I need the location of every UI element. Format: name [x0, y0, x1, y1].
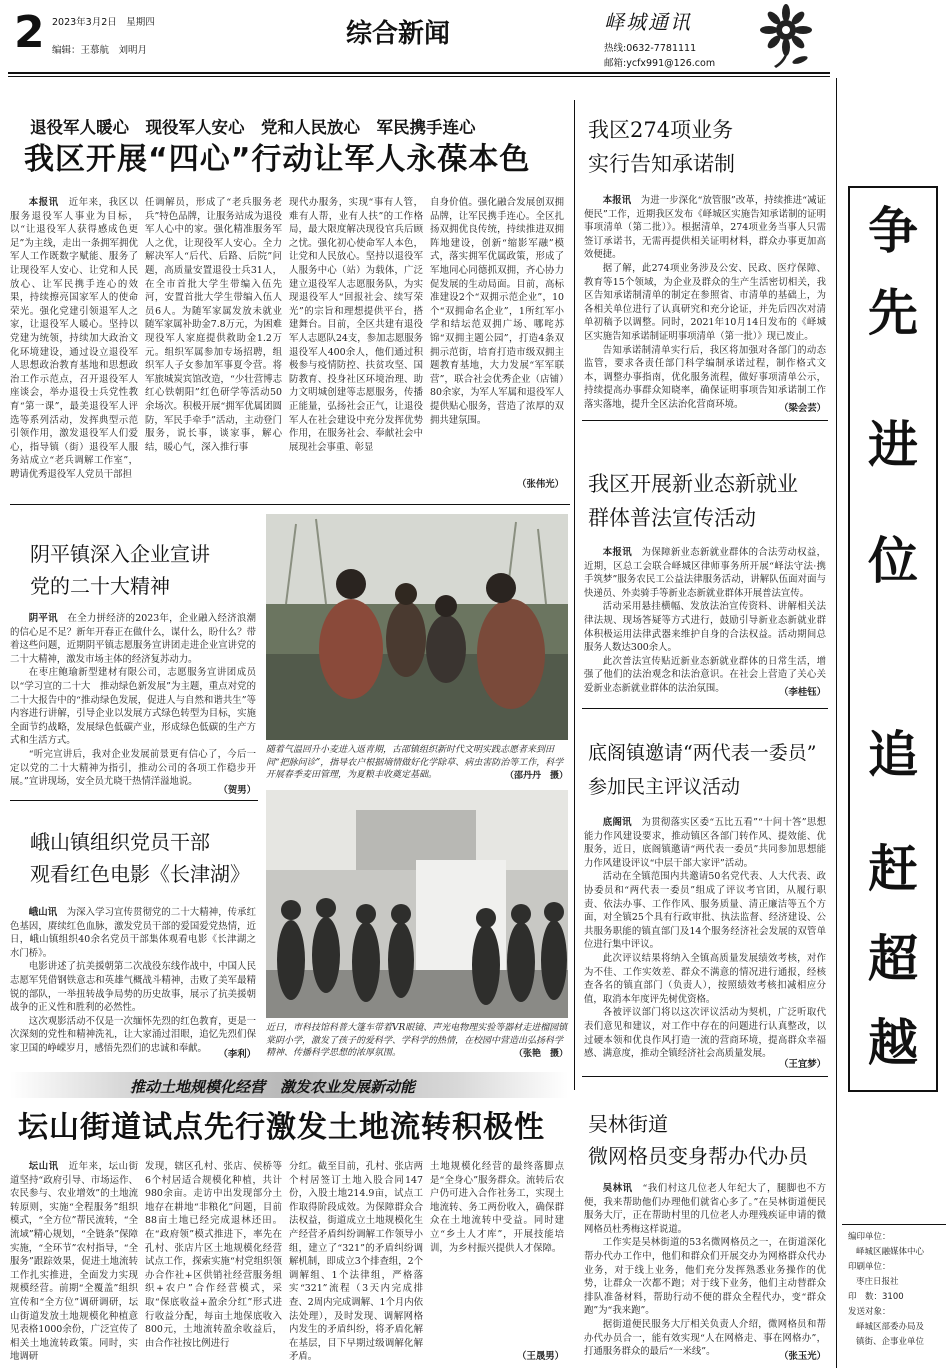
info-line: 编印单位： [848, 1232, 891, 1242]
slogan-char: 争 [868, 202, 918, 260]
article6-p2: 电影讲述了抗美援朝第二次战役东线作战中，中国人民志愿军凭借钢铁意志和英雄气概战斗精神，击败了美军最精锐的部队，一举扭转战争局势的历史故事，展示了抗美援朝战争的正义性和胜利的必然性。 [10, 961, 256, 1014]
slogan-char: 追 [868, 726, 918, 784]
article8-title-line1: 吴林街道 [588, 1112, 668, 1136]
article2-source: 本报讯 [602, 195, 632, 206]
article6-body [10, 906, 256, 1054]
article3-p2: 活动采用悬挂横幅、发放法治宣传资料、讲解相关法律法规、现场答疑等方式进行，鼓励引导新业态新就业群体积极运用法律武器来维护自身的合法权益。活动期间总服务人数达300余人。 [584, 601, 826, 654]
article1-col2: 任调解员，形成了“老兵服务老兵”特色品牌，让服务站成为退役军人心中的家。强化精准服务军人之优，让现役军人安心。全力解决军人“后代、后路、后院”问题，高质量安置退役士兵31人，在全市首批大学生带编入伍先河，安置首批大学生带编入伍人员6人。为随军家属发放未就业随军家属补助金7.8万元，为困难现役军人家庭提供救助金1.2万元。组织军属参加专场招聘，组织军人子女参加军事夏令营。将军旅城炭宾馆改造，“少壮营博志 红心铁朝阳”红色研学等活动50余场次。积极开展“拥军优属团圆防，军民手牵手”活动，主动登门服务，说长事，谈家事，解心结，暖心气，深入推行事 [145, 197, 282, 453]
article7-col4: 土地规模化经营的最终落脚点是“全身心”服务群众。流转后农户仍可进入合作社务工，实现土地流转、务工两份收入，确保群众在土地流转中受益。同时建立“乡土人才库”，开展技能培训，为乡村振兴提供人才保障。 [430, 1161, 564, 1254]
article6-source: 峨山讯 [28, 907, 58, 918]
paper-name: 峄城通讯 [604, 10, 692, 34]
article7-col3: 分红。截至目前，孔村、张店两个村居签订土地入股合同147份，入股土地214.9亩，试点工作取得阶段成效。为保障群众合法权益，街道成立土地规模化生产经营矛盾纠纷调解工作领导小组，建立了“321”的矛盾纠纷调解机制，即成立3个排查组，2个调解组、1个法律组，严格落实“321”流程（3天内完成排查、2周内完成调解、1个月内依法处理），及时发现、调解网格内发生的矛盾纠纷，将矛盾化解在基层，目下早期过级调解化解矛盾。 [289, 1161, 423, 1363]
article8-p1: “我们村这几位老人年纪大了，腿脚也不方便，我来帮助他们办理他们就省心多了。”在吴林街道便民服务大厅，正在帮助村里的几位老人办理残疾证申请的微网格员杜秀梅这样说道。 [584, 1183, 826, 1235]
article8-author: （张玉光） [779, 1351, 826, 1362]
slogan-char: 进 [868, 416, 918, 474]
photo-science-bus [266, 790, 568, 1018]
email: 邮箱:ycfx991@126.com [604, 58, 716, 69]
photo-wheat-field [266, 514, 568, 740]
article1-source: 本报讯 [28, 197, 59, 208]
page-number: 2 [14, 7, 45, 58]
article4-source: 底阁讯 [602, 817, 632, 828]
article2-p1: 为进一步深化“放管服”改革，持续推进“减证便民”工作，近期我区发布《峄城区实施告知承诺制的证明事项清单（第二批）》。根据清单，274项业务当事人只需签订承诺书，无需再提供相关证明材料，群众办事更加高效便捷。 [584, 195, 826, 261]
article1-title: 我区开展“四心”行动让军人永葆本色 [24, 142, 531, 177]
article8-p2: 工作实是吴林街道的53名微网格员之一，在街道深化帮办代办工作中，他们和群众们开展交办为网格群众代办业务，对于线上业务，他们充分发挥熟悉业务操作的优势，让群众一次都不跑；对于线下业务，他们主动替群众排队准备材料，帮助行动不便的群众全程代办，变“群众跑”为“我来跑”。 [584, 1237, 826, 1317]
article8-title-line2: 微网格员变身帮办代办员 [588, 1144, 808, 1168]
article7-author: （王晟男） [517, 1351, 564, 1362]
article3-title-line2: 群体普法宣传活动 [588, 506, 756, 530]
info-line: 峄城区融媒体中心 [856, 1247, 925, 1257]
photo1-caption-text: 随着气温回升小麦进入返青期，古邵镇组织新时代文明实践志愿者来到田间“把脉问诊”，指导农户根据墒情做好化学除草、病虫害防治等工作，科学开展春季麦田管理，为夏粮丰收奠定基础。 [266, 745, 564, 780]
article3-p1: 为保障新业态新就业群体的合法劳动权益，近期，区总工会联合峄城区律师事务所开展“峄法守法·携手筑梦”服务农民工公益法律服务活动，讲解队伍面对面与快递员、外卖骑手等新业态新就业群体开展普法宣传。 [584, 547, 826, 599]
article4-author: （王宜梦） [779, 1059, 826, 1070]
article6-p1: 为深入学习宣传贯彻党的二十大精神，传承红色基因，赓续红色血脉，激发党员干部的爱国爱党热情，近日，峨山镇组织40余名党员干部集体观看电影《长津湖之水门桥》。 [10, 907, 256, 959]
article4-p3: 此次评议结果将纳入全镇高质量发展绩效考核，对作为不佳、工作实效差、群众不满意的情况进行通报，经核查各名的镇直部门（负责人），按照绩效考核扣减相应分值，取消本年度评先树优资格。 [584, 952, 826, 1005]
article4-body [584, 816, 826, 1064]
slogan-char: 越 [868, 1014, 918, 1072]
photo2-caption-text: 近日，市科技馆科普大篷车带着VR眼镜、声光电物理实验等器材走进榴园镇棠阴小学，激发了孩子的爱科学、学科学的热情，在校园中营造出弘扬科学精神、传播科学思想的浓厚氛围。 [266, 1023, 568, 1058]
article3-author: （李桂钰） [779, 687, 826, 698]
article6-p3: 这次观影活动不仅是一次缅怀先烈的红色教育，更是一次深刻的党性和精神洗礼，让大家涌过泪眼，追忆先烈们保家卫国的峥嵘岁月，感悟先烈们的忠诚和奉献。 [10, 1015, 256, 1054]
article7-text-1: 近年来，坛山街道坚持“政府引导、市场运作、农民参与、农业增效”的土地流转原则，实施“全程服务”组织模式，“全方位”帮民流转，“全流域”精心规划，“全链条”保障实施，“全环节”农村指导，“全服务”跟踪效果，促进土地流转工作扎实推进，全面发力实现规模经营。前期“全覆盖”组织宣传和“全方位”调研调研，坛山街道发放土地规模化种植意见表格1000余份，广泛宣传了相关土地流转政策。同时，实地调研 [10, 1161, 138, 1363]
article5-p3: “听完宣讲后，我对企业发展前景更有信心了，今后一定以党的二十大精神为指引，推动公司的各项工作稳步开展。”宣讲现场，安全员尤晓干热情洋溢地说。 [10, 748, 256, 788]
article2-p2: 据了解，此274项业务涉及公安、民政、医疗保障、教育等15个领域，为企业及群众的生产生活密切相关，我区告知承诺制清单的制定在参照省、市清单的基础上，为各相关单位进行了认真研究和充分论证，并先后四次对清单初稿予以调整。同时，2021年10月14日发布的《峄城区实施告知承诺制证明事项清单（第一批）》现已废止。 [584, 262, 826, 342]
flower-logo [752, 2, 822, 68]
article1-col3: 现代办服务，实现“事有人管，难有人帮，业有人扶”的工作格局，最大限度解决现役官兵后顾之忧。强化初心使命军人本色，让党和人民放心。坚持以退役军人服务中心（站）为载体，广泛建立退役军人志愿服务队，为实现退役军人“回报社会、续写荣光”的宗旨和理想提供平台，搭建舞台。目前，全区共建有退役军人志愿队24支，参加志愿服务退役军人400余人，他们通过积极参与疫情防控、扶贫攻坚、国防教育、投身社区环境治理、助力文明城创建等志愿服务，传播正能量，弘扬社会正气，让退役军人在社会建设中充分发挥优势作用，在服务社会、奉献社会中展现社会事重、彰显 [289, 197, 423, 453]
slogan-char: 赶 [868, 840, 918, 898]
article6-title-line1: 峨山镇组织党员干部 [30, 830, 210, 854]
info-line: 印刷单位： [848, 1262, 891, 1272]
article7-title: 坛山街道试点先行激发土地流转积极性 [18, 1110, 545, 1145]
article2-title-line1: 我区274项业务 [588, 118, 734, 142]
article2-p3: 告知承诺制清单实行后，我区将加强对各部门的动态监管，要求各责任部门科学编制承诺过程，制作格式文本，调整办事指南，优化服务流程，做好事项清单公示，持续提高办事群众知晓率，确保证明事项告知承诺制工作落实落地，提升全区法治化营商环境。 [584, 344, 826, 410]
article7-source: 坛山讯 [28, 1161, 59, 1172]
info-line: 枣庄日报社 [856, 1277, 899, 1287]
article1-text-1: 近年来，我区以服务退役军人事业为目标，以“让退役军人获得感成色更足”为主线，走出一条拥军拥优军人工作既数字赋能、服务了让现役军人安心、让党和人民放心、让军民携手连心的效果，持续擦亮国家军人的使命荣光。强化党建引领退军人之家，让退役军人暖心。坚持以党建为统领，持续加大政治文化环境建设，通过设立退役军人思想政治教育基地和思想政治工作示范点，召开退役军人座谈会，举办退役士兵党性教育“第一课”，最美退役军人评选等系列活动，发挥典型示范引领作用，激发退役军人们爱心，指导镇（街）退役军人服务站成立“老兵调解工作室”，聘请优秀退役军人党员干部担 [10, 197, 138, 480]
slogan-char: 超 [868, 930, 918, 988]
article1-kicker: 退役军人暖心 现役军人安心 党和人民放心 军民携手连心 [30, 118, 476, 137]
divider-r1 [582, 420, 828, 421]
article7-col1 [10, 1160, 138, 1364]
editors: 编辑：王慕航 刘明月 [52, 45, 148, 56]
article4-p2: 活动在全镇范围内共邀请50名党代表、人大代表、政协委员和“两代表一委员”组成了评议考官团，从履行职责、依法办事、工作作风、服务质量、清正廉洁等五个方面，对全镇25个具有行政审批、执法监督、经济建设、公共服务职能的镇直部门及14个服务经济社会发展的双管单位进行集中评议。 [584, 871, 826, 951]
article3-source: 本报讯 [602, 547, 632, 558]
sidebar-divider [836, 78, 837, 1368]
article5-p1: 在全力拼经济的2023年，企业融入经济浪潮的信心足不足？新年开春正在做什么，谋什么，盼什么？带着这些问题，近期阴平镇志愿服务宣讲团走进企业宣讲党的二十大精神，激发市场主体的经济复苏动力。 [10, 613, 256, 665]
publication-info [848, 1230, 946, 1350]
article5-p2: 在枣庄鲍瑜新型建材有限公司，志愿服务宣讲团成员以“学习宣的二十大 推动绿色新发展”为主题，重点对党的二十大报告中的“推动绿色发展，促进人与自然和谐共生”等内容进行讲解，引导企业以发展方式绿色转型为目标，实施全面节约战略，发展绿色低碳产业，形成绿色低碳的生产方式和生活方式。 [10, 667, 256, 747]
photo-science-bus-image [266, 790, 568, 1018]
header-rule-thin [8, 76, 830, 77]
issue-date: 2023年3月2日 星期四 [52, 17, 155, 28]
article4-title-line2: 参加民主评议活动 [588, 776, 741, 798]
article5-title-line1: 阴平镇深入企业宣讲 [30, 542, 210, 566]
info-line: 镇街、企事业单位 [856, 1337, 925, 1347]
article1-author: （张伟光） [517, 479, 564, 490]
article6-author: （李利） [218, 1049, 256, 1060]
banner-text: 推动土地规模化经营 激发农业发展新动能 [130, 1078, 416, 1096]
article6-title-line2: 观看红色电影《长津湖》 [30, 862, 250, 886]
photo2-author: （张艳 摄） [513, 1049, 568, 1059]
article8-p3: 据街道便民服务大厅相关负责人介绍，微网格员和帮办代办员合一，能有效实现“人在网格走、事在网格办”，打通服务群众的最后“一米线”。 [584, 1318, 826, 1358]
slogan-char: 位 [868, 532, 918, 590]
article5-body [10, 612, 256, 790]
header-rule [8, 72, 830, 74]
divider-r3 [582, 1076, 828, 1077]
info-line: 峄城区部委办局及 [856, 1322, 925, 1332]
article4-title-line1: 底阁镇邀请“两代表一委员” [588, 742, 817, 764]
hotline: 热线:0632-7781111 [604, 43, 697, 54]
photo1-author: （邵丹丹 摄） [504, 771, 568, 781]
divider-a5 [10, 800, 258, 801]
slogan-box [848, 186, 938, 1092]
article8-source: 吴林讯 [602, 1183, 633, 1194]
section-title: 综合新闻 [346, 19, 451, 49]
article2-title-line2: 实行告知承诺制 [588, 152, 735, 176]
slogan-char: 先 [868, 284, 918, 342]
article5-title-line2: 党的二十大精神 [30, 574, 170, 598]
article3-title-line1: 我区开展新业态新就业 [588, 472, 798, 496]
info-rule [842, 1224, 946, 1225]
article5-source: 阴平讯 [28, 613, 58, 624]
divider-a1 [10, 504, 570, 505]
article4-p4: 各被评议部门将以这次评议活动为契机，广泛听取代表们意见和建议，对工作中存在的问题进行认真整改，以过硬本领和优良作风打造一流的营商环境，提高群众幸福感、满意度，推动全镇经济社会高质量发展。 [584, 1007, 826, 1060]
article7-col2: 发现，辖区孔村、张店、侯桥等6个村居适合规模化种植，共计980余亩。走访中出发现部分土地存在耕地“非粮化”问题，目前88亩土地已经完成退林还田。在“政府领”模式推进下，率先在孔村、张店片区土地规模化经营试点工作，探索实施“村党组织领办合作社+区供销社经营服务组织+农户”合作经营模式，采取“保底收益+盈余分红”形式进行收益分配，每亩土地保底收入800元，土地流转盈余收益后，由合作社按比例进行 [145, 1161, 282, 1349]
info-line: 印 数：3100 [848, 1292, 904, 1302]
column-divider [574, 100, 575, 1090]
article1-col1 [10, 196, 138, 496]
photo-wheat-field-image [266, 514, 568, 740]
info-line: 发送对象： [848, 1307, 891, 1317]
divider-r2 [582, 708, 828, 709]
article3-p3: 此次普法宣传贴近新业态新就业群体的日常生活，增强了他们的法治观念和法治意识。在社会上营造了关心关爱新业态新就业群体的法治氛围。 [584, 655, 826, 694]
article4-p1: 为贯彻落实区委“五比五看”“十问十答”思想能力作风建设要求，推动镇区各部门转作风、提效能、优服务，近日，底阁镇邀请“两代表一委员”共同参加思想能力作风建设评议“中层干部大家评”活动。 [584, 817, 826, 869]
article2-author: （梁会芸） [779, 403, 826, 414]
article5-author: （贺男） [218, 785, 256, 796]
article1-col4: 自身价值。强化融合发展创双拥品牌，让军民携手连心。全区扎扬双拥优良传统，持续推进双拥阵地建设，创新“缩影军融”模式，落实拥军优属政策，形成了军地同心同德抓双拥，齐心协力促发展的生动局面。目前，高标准建设2个“双拥示范企业”，10个“双拥命名企业”，1所红军小学和结坛范双拥广场、哪咤苏锦“双拥主题公园”，打造4条双拥示范街，培育打造市级双拥主题教育基地，大力发展“军军联营”，联合社会优秀企业（店铺）80余家，为军人军属和退役军人提供贴心服务，营造了浓厚的双拥共建氛围。 [430, 197, 564, 426]
